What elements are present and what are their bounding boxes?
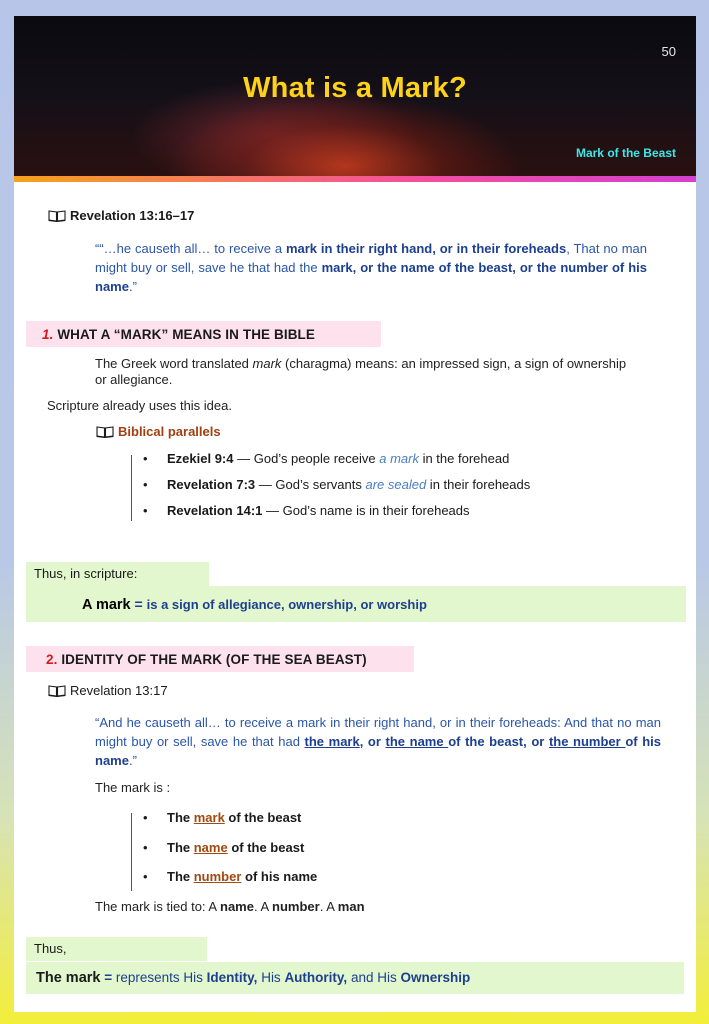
text-accent: are sealed bbox=[365, 477, 427, 492]
quote-emphasis: , or bbox=[359, 734, 386, 749]
bullet-dot: • bbox=[143, 503, 148, 518]
summary-box bbox=[26, 586, 686, 622]
text: (charagma) means: an impressed sign, a sign of ownership or allegiance. bbox=[95, 356, 627, 387]
text-bold: Authority, bbox=[284, 970, 348, 985]
bullet-dot: • bbox=[143, 810, 148, 825]
text-bold: man bbox=[337, 899, 365, 914]
text: in the forehead bbox=[418, 451, 510, 466]
summary-text bbox=[36, 970, 470, 986]
section-number: 2. bbox=[46, 652, 58, 667]
summary-label: Thus, in scripture: bbox=[26, 562, 209, 586]
book-icon bbox=[48, 684, 66, 697]
text: of the beast bbox=[227, 840, 305, 855]
bullet-ref: Revelation 14:1 bbox=[167, 503, 263, 518]
text: of his name bbox=[241, 869, 318, 884]
text: . A bbox=[253, 899, 273, 914]
section-heading-1 bbox=[26, 321, 381, 347]
parallels-label: Biblical parallels bbox=[118, 424, 221, 439]
summary-label: Thus, bbox=[26, 937, 207, 961]
list-item bbox=[131, 869, 317, 884]
list-item bbox=[131, 451, 509, 466]
section-title: IDENTITY OF THE MARK (OF THE SEA BEAST) bbox=[61, 652, 367, 667]
section-heading-2 bbox=[26, 646, 414, 672]
summary-box bbox=[26, 962, 684, 994]
text: — God’s servants bbox=[255, 477, 366, 492]
bullet-dot: • bbox=[143, 840, 148, 855]
header-banner bbox=[14, 16, 696, 176]
parallels-heading bbox=[96, 424, 221, 439]
quote-emphasis: mark in their right hand, or in their foreheads bbox=[285, 241, 567, 256]
greek-definition bbox=[95, 356, 635, 388]
text: His bbox=[257, 970, 285, 985]
quote-emphasis: of his name bbox=[95, 734, 661, 768]
section-number: 1. bbox=[42, 327, 54, 342]
scripture-reference bbox=[48, 683, 168, 698]
page bbox=[14, 16, 696, 1012]
quote-text: .” bbox=[128, 279, 137, 294]
summary-text bbox=[82, 596, 427, 613]
quote-text: .” bbox=[128, 753, 137, 768]
quote-underline: the name bbox=[385, 734, 449, 749]
book-icon bbox=[96, 425, 114, 438]
equals-sign: = bbox=[100, 970, 116, 985]
quote-emphasis: mark, or the name of the beast, or the number of his name bbox=[95, 260, 647, 294]
text: The bbox=[167, 869, 194, 884]
quote-emphasis: of the beast, or bbox=[448, 734, 549, 749]
text: represents His bbox=[115, 970, 207, 985]
text-italic: mark bbox=[252, 356, 282, 371]
summary-lead: The mark bbox=[36, 970, 101, 986]
bullet-dot: • bbox=[143, 869, 148, 884]
scripture-uses-text: Scripture already uses this idea. bbox=[47, 398, 232, 413]
text-accent: a mark bbox=[379, 451, 419, 466]
text-bold: Ownership bbox=[400, 970, 471, 985]
scripture-reference bbox=[48, 208, 194, 223]
text: and His bbox=[347, 970, 401, 985]
quote-text: , That no man might buy or sell, save he that had the bbox=[95, 241, 647, 275]
list-item bbox=[131, 810, 301, 825]
text: — God’s name is in their foreheads bbox=[262, 503, 470, 518]
text: The Greek word translated bbox=[95, 356, 253, 371]
bullet-ref: Ezekiel 9:4 bbox=[167, 451, 234, 466]
list-item bbox=[131, 503, 470, 518]
equals-sign: = bbox=[130, 596, 147, 612]
text-underline: name bbox=[193, 840, 228, 855]
reference-label: Revelation 13:17 bbox=[70, 683, 168, 698]
summary-lead: A mark bbox=[82, 597, 131, 613]
quote-text: “And he causeth all… to receive a mark in their right hand, or in their foreheads: And that no man might buy or sell, save he that had bbox=[95, 715, 661, 749]
bullet-dot: • bbox=[143, 451, 148, 466]
text-underline: mark bbox=[193, 810, 225, 825]
text: . A bbox=[319, 899, 338, 914]
tied-to-text bbox=[95, 899, 365, 915]
page-title: What is a Mark? bbox=[243, 72, 467, 104]
section-title: WHAT A “MARK” MEANS IN THE BIBLE bbox=[57, 327, 316, 342]
text-bold: number bbox=[272, 899, 320, 914]
list-item bbox=[131, 477, 530, 492]
text: of the beast bbox=[224, 810, 302, 825]
text: The bbox=[167, 840, 194, 855]
quote-underline: the mark bbox=[304, 734, 360, 749]
text: The bbox=[167, 810, 194, 825]
scripture-quote bbox=[95, 239, 647, 296]
text-bold: name bbox=[220, 899, 254, 914]
text-bold: Identity, bbox=[206, 970, 258, 985]
quote-underline: the number bbox=[548, 734, 626, 749]
page-number: 50 bbox=[661, 44, 676, 59]
quote-text: ““…he causeth all… to receive a bbox=[95, 241, 286, 256]
bullet-dot: • bbox=[143, 477, 148, 492]
page-subtitle: Mark of the Beast bbox=[575, 146, 676, 160]
header-divider bbox=[14, 176, 696, 182]
reference-label: Revelation 13:16–17 bbox=[70, 208, 195, 223]
scripture-quote bbox=[95, 713, 661, 770]
text: — God’s people receive bbox=[233, 451, 380, 466]
bullet-ref: Revelation 7:3 bbox=[167, 477, 256, 492]
list-item bbox=[131, 840, 304, 855]
text-underline: number bbox=[193, 869, 242, 884]
summary-definition: is a sign of allegiance, ownership, or worship bbox=[146, 597, 427, 612]
text: in their foreheads bbox=[426, 477, 531, 492]
text: The mark is tied to: A bbox=[95, 899, 220, 914]
book-icon bbox=[48, 209, 66, 222]
mark-is-text: The mark is : bbox=[95, 780, 171, 795]
